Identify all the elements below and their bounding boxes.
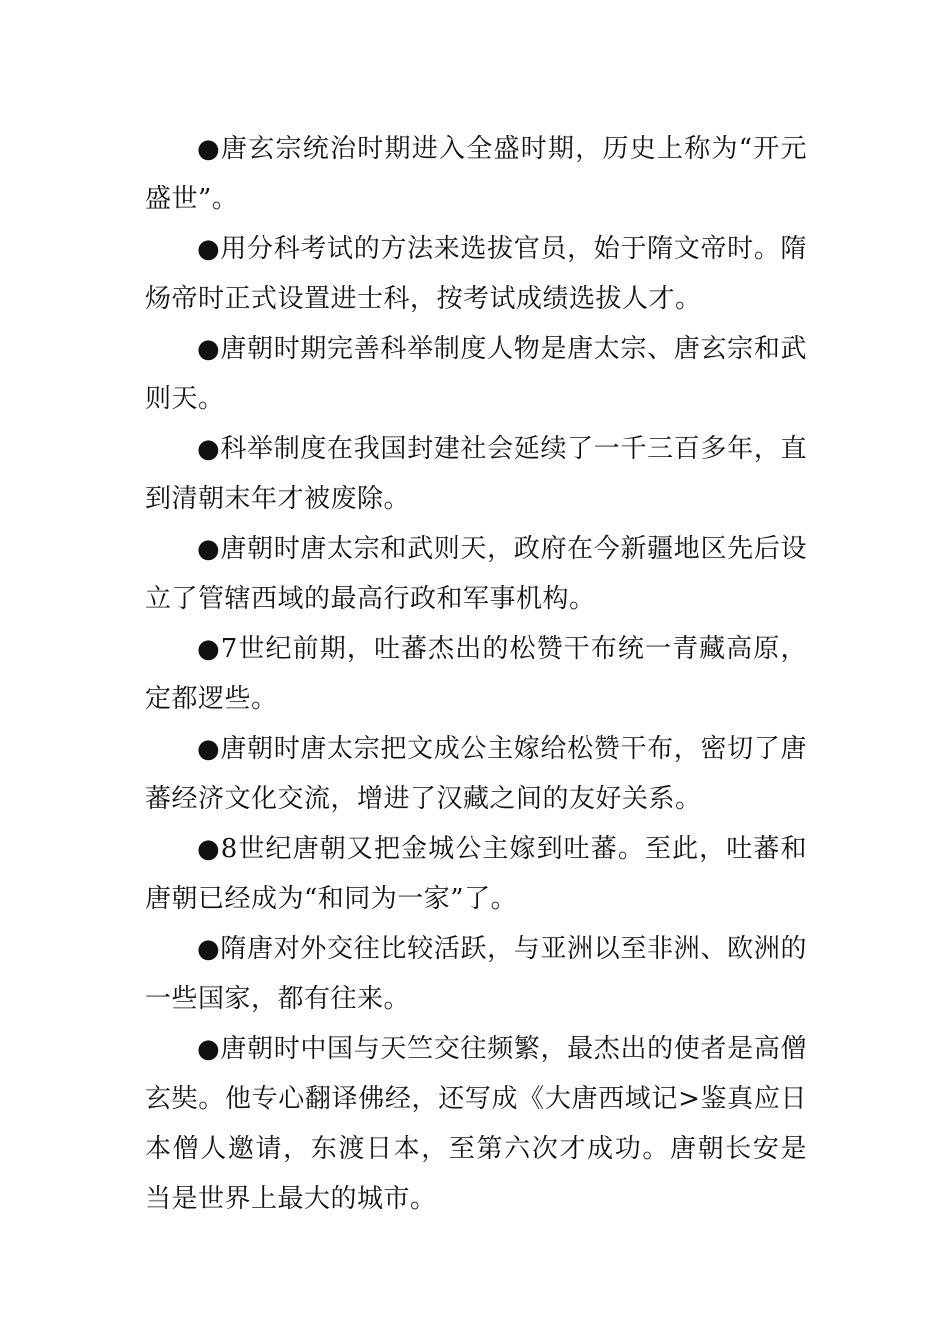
paragraph-western-regions: ●唐朝时唐太宗和武则天，政府在今新疆地区先后设立了管辖西域的最高行政和军事机构。 [145, 534, 807, 614]
paragraph-kaiyuan: ●唐玄宗统治时期进入全盛时期，历史上称为“开元盛世”。 [145, 134, 807, 214]
paragraph-foreign-relations: ●隋唐对外交往比较活跃，与亚洲以至非洲、欧洲的一些国家，都有往来。 [145, 934, 807, 1014]
paragraph-princess-jincheng: ●8世纪唐朝又把金城公主嫁到吐蕃。至此，吐蕃和唐朝已经成为“和同为一家”了。 [145, 834, 807, 914]
paragraph-exam-duration: ●科举制度在我国封建社会延续了一千三百多年，直到清朝末年才被废除。 [145, 434, 807, 514]
paragraph-princess-wencheng: ●唐朝时唐太宗把文成公主嫁给松赞干布，密切了唐蕃经济文化交流，增进了汉藏之间的友好关系。 [145, 734, 807, 814]
paragraph-songtsen-gampo: ●7世纪前期，吐蕃杰出的松赞干布统一青藏高原，定都逻些。 [145, 634, 807, 714]
paragraph-exam-figures: ●唐朝时期完善科举制度人物是唐太宗、唐玄宗和武则天。 [145, 334, 807, 414]
paragraph-xuanzang-jianzhen: ●唐朝时中国与天竺交往频繁，最杰出的使者是高僧玄奘。他专心翻译佛经，还写成《大唐西域记>鉴真应日本僧人邀请，东渡日本，至第六次才成功。唐朝长安是当是世界上最大的城市。 [145, 1034, 807, 1214]
document-body [145, 124, 807, 1224]
paragraph-exam-origin: ●用分科考试的方法来选拔官员，始于隋文帝时。隋炀帝时正式设置进士科，按考试成绩选拔人才。 [145, 234, 807, 314]
